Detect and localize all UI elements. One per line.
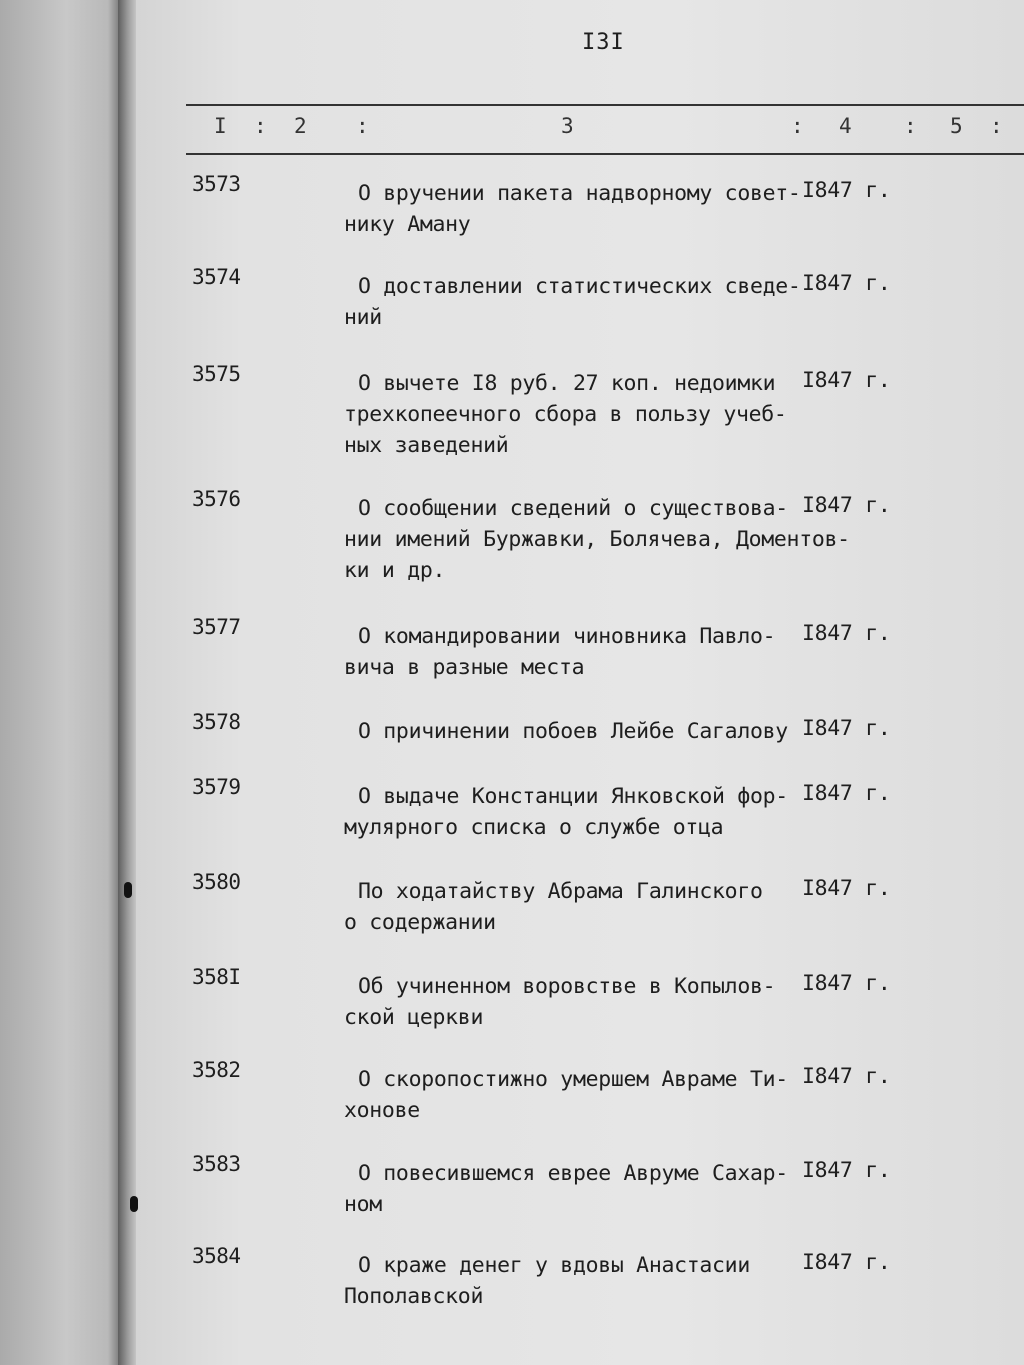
column-header-3: 3 bbox=[561, 114, 574, 138]
entry-description-line: нику Аману bbox=[344, 212, 471, 237]
column-header-sep-4: : bbox=[904, 114, 917, 138]
entry-description bbox=[344, 271, 801, 333]
entry-description bbox=[344, 716, 794, 747]
entry-description-line: ки и др. bbox=[344, 558, 446, 583]
entry-number: 3574 bbox=[192, 265, 241, 289]
entry-description-line: Об учиненном воровстве в Копылов- bbox=[358, 974, 776, 999]
entry-description-line: мулярного списка о службе отца bbox=[344, 815, 724, 840]
entry-description bbox=[344, 368, 794, 461]
binding-hole bbox=[130, 1196, 138, 1212]
entry-description bbox=[344, 781, 794, 843]
header-top-rule bbox=[186, 104, 1024, 106]
entry-number: 3575 bbox=[192, 362, 241, 386]
entry-description-line: О краже денег у вдовы Анастасии bbox=[358, 1253, 750, 1278]
entry-date: I847 г. bbox=[802, 781, 891, 806]
entry-description bbox=[344, 178, 801, 240]
entry-date: I847 г. bbox=[802, 971, 891, 996]
column-header-2: 2 bbox=[294, 114, 307, 138]
entry-date: I847 г. bbox=[802, 493, 891, 518]
entry-description-line: о содержании bbox=[344, 910, 496, 935]
page-number: I3I bbox=[582, 30, 625, 55]
entry-description-line: О причинении побоев Лейбе Сагалову bbox=[358, 719, 788, 744]
left-page-edge bbox=[0, 0, 120, 1365]
entry-number: 3583 bbox=[192, 1152, 241, 1176]
entry-date: I847 г. bbox=[802, 716, 891, 741]
binding-hole bbox=[124, 882, 132, 898]
entry-date: I847 г. bbox=[802, 621, 891, 646]
entry-date: I847 г. bbox=[802, 876, 891, 901]
entry-description bbox=[344, 1250, 794, 1312]
entry-number: 3584 bbox=[192, 1244, 241, 1268]
entry-description-line: ний bbox=[344, 305, 382, 330]
entry-date: I847 г. bbox=[802, 1064, 891, 1089]
entry-number: 3573 bbox=[192, 172, 241, 196]
entry-description-line: О скоропостижно умершем Авраме Ти- bbox=[358, 1067, 788, 1092]
entry-number: 3579 bbox=[192, 775, 241, 799]
entry-date: I847 г. bbox=[802, 1250, 891, 1275]
entry-date: I847 г. bbox=[802, 178, 891, 203]
entry-description-line: ном bbox=[344, 1192, 382, 1217]
header-bottom-rule bbox=[186, 153, 1024, 155]
entry-number: 3576 bbox=[192, 487, 241, 511]
entry-description-line: О вычете I8 руб. 27 коп. недоимки bbox=[358, 371, 776, 396]
entry-number: 358I bbox=[192, 965, 241, 989]
entry-number: 3577 bbox=[192, 615, 241, 639]
column-header-sep-5: : bbox=[990, 114, 1003, 138]
entry-description-line: нии имений Буржавки, Болячева, Доментов- bbox=[344, 527, 850, 552]
entry-description bbox=[344, 1158, 794, 1220]
column-header-sep-1: : bbox=[254, 114, 267, 138]
column-header-sep-3: : bbox=[791, 114, 804, 138]
entry-description bbox=[344, 876, 794, 938]
entry-description-line: О повесившемся еврее Авруме Сахар- bbox=[358, 1161, 788, 1186]
entry-description bbox=[344, 621, 794, 683]
entry-description-line: О выдаче Констанции Янковской фор- bbox=[358, 784, 788, 809]
entry-description bbox=[344, 971, 794, 1033]
entry-number: 3580 bbox=[192, 870, 241, 894]
column-header-sep-2: : bbox=[356, 114, 369, 138]
entry-description-line: ской церкви bbox=[344, 1005, 484, 1030]
entry-date: I847 г. bbox=[802, 1158, 891, 1183]
entry-date: I847 г. bbox=[802, 368, 891, 393]
entry-date: I847 г. bbox=[802, 271, 891, 296]
entry-number: 3578 bbox=[192, 710, 241, 734]
entry-description-line: вича в разные места bbox=[344, 655, 585, 680]
entry-description bbox=[344, 1064, 794, 1126]
entry-description-line: хонове bbox=[344, 1098, 420, 1123]
column-header-4: 4 bbox=[839, 114, 852, 138]
column-header-1: I bbox=[214, 114, 227, 138]
entry-description-line: О доставлении статистических сведе- bbox=[358, 274, 801, 299]
entry-description-line: трехкопеечного сбора в пользу учеб- bbox=[344, 402, 787, 427]
entry-description-line: О сообщении сведений о существова- bbox=[358, 496, 788, 521]
entry-description-line: По ходатайству Абрама Галинского bbox=[358, 879, 763, 904]
book-gutter bbox=[118, 0, 138, 1365]
column-header-5: 5 bbox=[950, 114, 963, 138]
entry-description-line: О вручении пакета надворному совет- bbox=[358, 181, 801, 206]
entry-description-line: ных заведений bbox=[344, 433, 509, 458]
entry-number: 3582 bbox=[192, 1058, 241, 1082]
entry-description-line: О командировании чиновника Павло- bbox=[358, 624, 776, 649]
document-page bbox=[136, 0, 1024, 1365]
entry-description-line: Пополавской bbox=[344, 1284, 484, 1309]
